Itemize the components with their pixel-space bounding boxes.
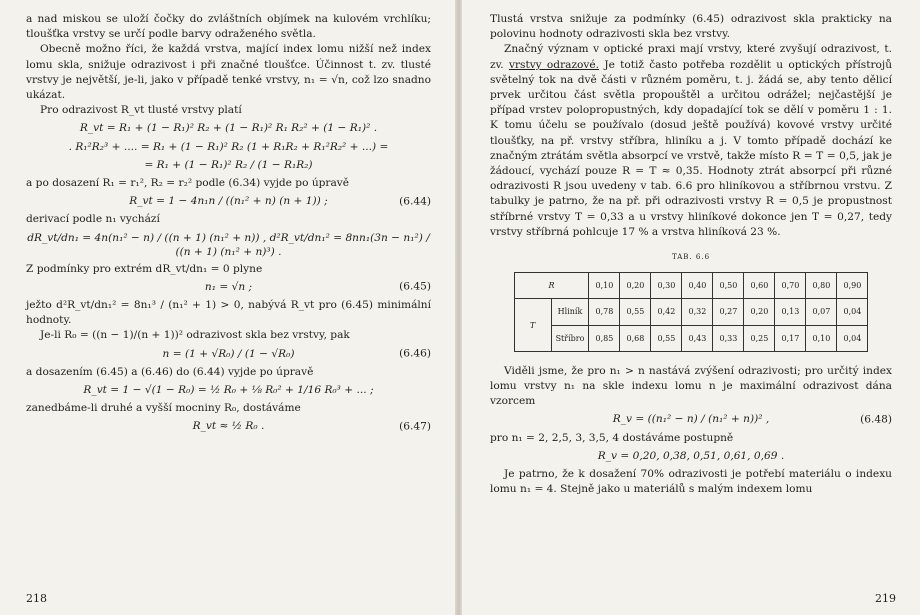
table-cell: 0,20 bbox=[744, 299, 775, 325]
table-cell: 0,10 bbox=[589, 273, 620, 299]
table-row-label: Hliník bbox=[551, 299, 589, 325]
paragraph: pro n₁ = 2, 2,5, 3, 3,5, 4 dostáváme postupně bbox=[490, 431, 734, 444]
equation-number: (6.45) bbox=[399, 280, 431, 293]
right-page-content bbox=[490, 12, 892, 497]
equation-6-48 bbox=[490, 412, 892, 427]
table-cell: 0,60 bbox=[744, 273, 775, 299]
equation-series: R_vt = 1 − √(1 − R₀) = ½ R₀ + ⅛ R₀² + 1/16 R₀³ + ... ; bbox=[83, 384, 374, 397]
equation: . R₁²R₂³ + .... = R₁ + (1 − R₁)² R₂ (1 + R₁R₂ + R₁²R₂² + ...) = bbox=[68, 140, 389, 153]
equation-body: n = (1 + √R₀) / (1 − √R₀) bbox=[162, 347, 295, 360]
paragraph: ježto d²R_vt/dn₁² = 8n₁³ / (n₁² + 1) > 0, nabývá R_vt pro (6.45) minimální hodnoty. bbox=[26, 299, 431, 327]
table-cell: 0,68 bbox=[620, 325, 651, 351]
table-caption: TAB. 6.6 bbox=[671, 253, 711, 262]
table-row bbox=[514, 299, 868, 325]
equation-values: R_v = 0,20, 0,38, 0,51, 0,61, 0,69 . bbox=[597, 449, 785, 462]
table-cell: 0,17 bbox=[775, 325, 806, 351]
table-cell: 0,50 bbox=[713, 273, 744, 299]
equation-number: (6.47) bbox=[399, 420, 431, 433]
table-cell: 0,42 bbox=[651, 299, 682, 325]
equation-body: R_vt ≈ ½ R₀ . bbox=[192, 420, 265, 433]
table-cell: 0,33 bbox=[713, 325, 744, 351]
table-cell: 0,20 bbox=[620, 273, 651, 299]
left-page-content bbox=[26, 12, 431, 438]
equation-6-45 bbox=[26, 280, 431, 295]
equation-number: (6.48) bbox=[860, 413, 892, 426]
table-cell: 0,40 bbox=[682, 273, 713, 299]
paragraph: a nad miskou se uloží čočky do zvláštních objímek na kulovém vrchlíku; tloušťka vrstvy se určí podle barvy odraženého světla. bbox=[26, 13, 431, 41]
table-cell: 0,30 bbox=[651, 273, 682, 299]
right-page bbox=[462, 0, 920, 615]
table-cell: 0,32 bbox=[682, 299, 713, 325]
table-cell: 0,13 bbox=[775, 299, 806, 325]
equation-number: (6.44) bbox=[399, 195, 431, 208]
table-cell: 0,10 bbox=[806, 325, 837, 351]
table-header-r: R bbox=[514, 273, 589, 299]
equation-body: R_vt = 1 − 4n₁n / ((n₁² + n) (n + 1)) ; bbox=[129, 195, 328, 208]
paragraph: Je-li R₀ = ((n − 1)/(n + 1))² odrazivost skla bez vrstvy, pak bbox=[40, 329, 350, 342]
text-run: Značný význam v optické praxi mají vrstvy, které zvyšují odrazivost, t. zv. bbox=[490, 43, 892, 71]
equation-body: n₁ = √n ; bbox=[204, 280, 253, 293]
left-page bbox=[0, 0, 455, 615]
table-cell: 0,55 bbox=[620, 299, 651, 325]
paragraph: Z podmínky pro extrém dR_vt/dn₁ = 0 plyne bbox=[26, 262, 263, 275]
paragraph: a po dosazení R₁ = r₁², R₂ = r₂² podle (6.34) vyjde po úpravě bbox=[26, 177, 350, 190]
table-cell: 0,43 bbox=[682, 325, 713, 351]
paragraph-reflective-layers bbox=[490, 42, 892, 240]
paragraph: Pro odrazivost R_vt tlusté vrstvy platí bbox=[40, 104, 242, 117]
table-cell: 0,70 bbox=[775, 273, 806, 299]
table-cell: 0,80 bbox=[806, 273, 837, 299]
paragraph: derivací podle n₁ vychází bbox=[26, 213, 160, 226]
table-row bbox=[514, 273, 868, 299]
equation-derivatives: dR_vt/dn₁ = 4n(n₁² − n) / ((n + 1) (n₁² + n)) , d²R_vt/dn₁² = 8nn₁(3n − n₁²) / ((n + 1) (n₁² + n)³) . bbox=[27, 231, 430, 258]
equation-6-44 bbox=[26, 194, 431, 209]
text-run: Je totiž často potřeba rozdělit u optických přístrojů světelný tok na dvě části v různém poměru, t. j. žádá se, aby tento dělicí prvek určitou část světla propouštěl a určitou odrážel; nejčastější je případ vrstev polopropustných, kdy dopadající tok se dělí v poměru 1 : 1. K tomu účelu se používalo (dosud ještě používá) kovové vrstvy určité tloušťky, na př. vrstvy stříbra, hliníku a j. V tomto případě dochází ke značným ztrátám světla absorpcí ve vrstvě, takže místo R = T = 0,5, jak je žádoucí, vychází pouze R = T ≈ 0,35. Hodnoty ztrát absorpcí při různé odrazivosti R jsou uvedeny v tab. 6.6 pro hliníkovou a stříbrnou vrstvu. Z tabulky je patrno, že na př. při odrazivosti vrstvy R = 0,5 je propustnost stříbrné vrstvy T = 0,33 a u vrstvy hliníkové dokonce jen T = 0,27, tedy vrstvy stříbrná pohlcuje 17 % a vrstva hliníková 23 %. bbox=[490, 58, 893, 238]
underlined-term: vrstvy odrazové. bbox=[508, 58, 600, 71]
table-cell: 0,25 bbox=[744, 325, 775, 351]
table-cell: 0,78 bbox=[589, 299, 620, 325]
equation-number: (6.46) bbox=[399, 347, 431, 360]
table-cell: 0,04 bbox=[837, 325, 868, 351]
table-cell: 0,07 bbox=[806, 299, 837, 325]
equation-6-46 bbox=[26, 347, 431, 362]
page-number: 218 bbox=[26, 592, 47, 605]
table-row bbox=[514, 325, 868, 351]
equation-body: R_v = ((n₁² − n) / (n₁² + n))² , bbox=[612, 413, 770, 426]
table-cell: 0,90 bbox=[837, 273, 868, 299]
table-cell: 0,55 bbox=[651, 325, 682, 351]
absorption-table bbox=[514, 272, 869, 352]
table-header-t: T bbox=[514, 299, 551, 351]
table-cell: 0,04 bbox=[837, 299, 868, 325]
paragraph: zanedbáme-li druhé a vyšší mocniny R₀, dostáváme bbox=[26, 402, 301, 415]
paragraph: Viděli jsme, že pro n₁ > n nastává zvýšení odrazivosti; pro určitý index lomu vrstvy n₁ na skle indexu lomu n je maximální odrazivost dána vzorcem bbox=[490, 364, 892, 408]
equation: = R₁ + (1 − R₁)² R₂ / (1 − R₁R₂) bbox=[144, 158, 313, 171]
paragraph: a dosazením (6.45) a (6.46) do (6.44) vyjde po úpravě bbox=[26, 365, 314, 378]
table-cell: 0,85 bbox=[589, 325, 620, 351]
table-cell: 0,27 bbox=[713, 299, 744, 325]
table-row-label: Stříbro bbox=[551, 325, 589, 351]
equation: R_vt = R₁ + (1 − R₁)² R₂ + (1 − R₁)² R₁ R₂² + (1 − R₁)² . bbox=[79, 122, 378, 135]
paragraph: Tlustá vrstva snižuje za podmínky (6.45) odrazivost skla prakticky na polovinu hodnoty odrazivosti skla bez vrstvy. bbox=[490, 13, 892, 41]
paragraph: Obecně možno říci, že každá vrstva, mající index lomu nižší než index lomu skla, snižuje odrazivost i při značné tloušťce. Účinnost t. zv. tlusté vrstvy je největší, je-li, jako v případě tenké vrstvy, n₁ = √n, což lzo snadno ukázat. bbox=[26, 43, 431, 102]
equation-6-47 bbox=[26, 419, 431, 434]
book-gutter bbox=[455, 0, 462, 615]
page-number: 219 bbox=[875, 592, 896, 605]
paragraph: Je patrno, že k dosažení 70% odrazivosti je potřebí materiálu o indexu lomu n₁ = 4. Stejně jako u materiálů s malým indexem lomu bbox=[490, 468, 892, 496]
